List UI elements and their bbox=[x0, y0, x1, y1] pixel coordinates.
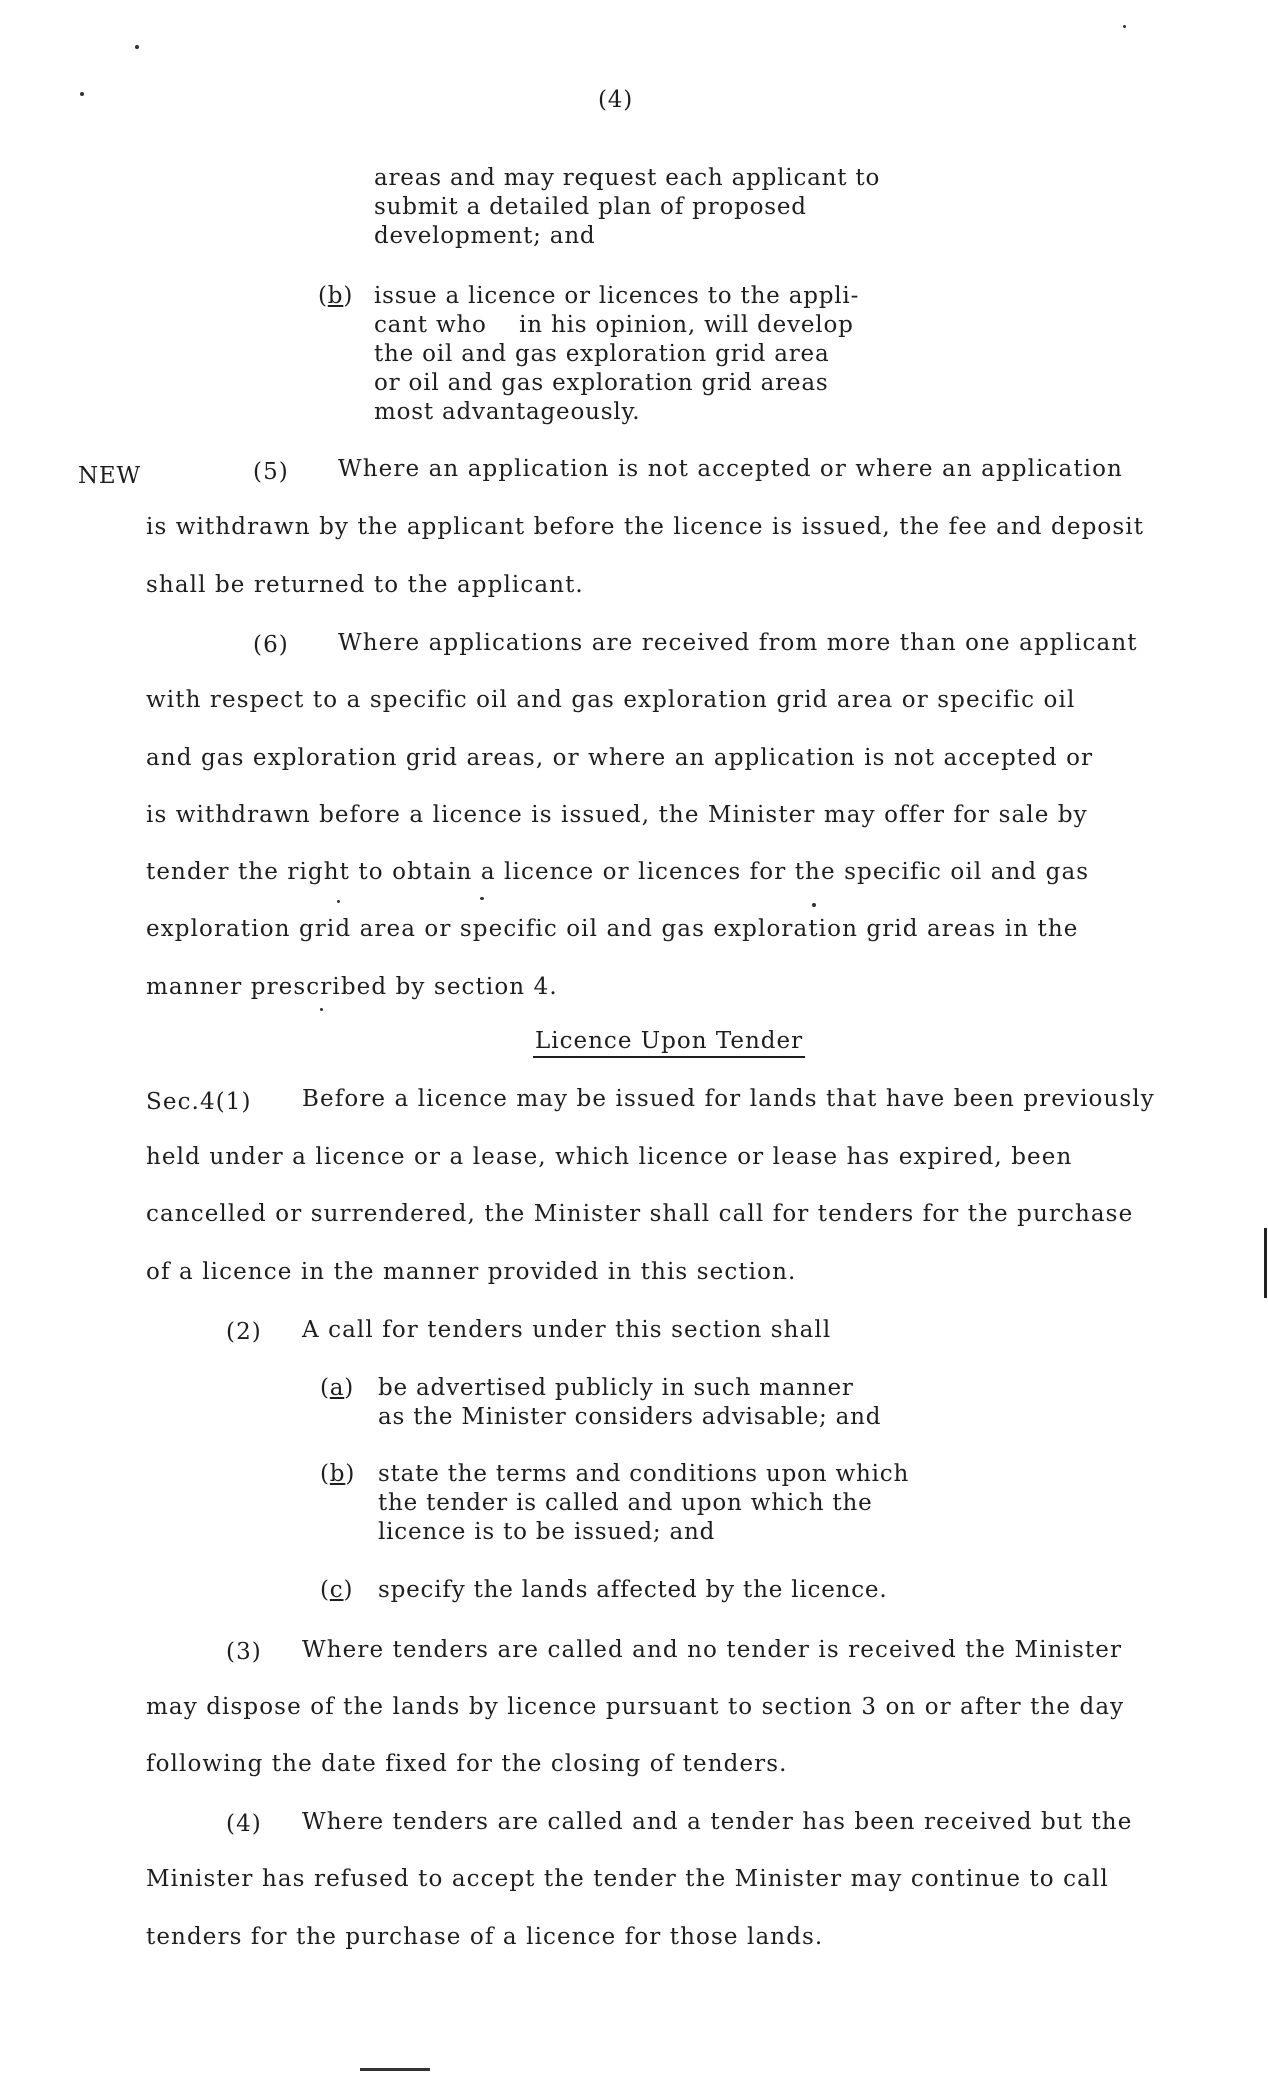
body-line: Where applications are received from more than one applicant bbox=[338, 630, 1138, 656]
clause-b-label: (b) bbox=[318, 283, 354, 309]
body-line: Minister has refused to accept the tender the Minister may continue to call bbox=[146, 1866, 1109, 1892]
text-line: be advertised publicly in such manner bbox=[378, 1375, 854, 1401]
body-line: cancelled or surrendered, the Minister shall call for tenders for the purchase bbox=[146, 1201, 1134, 1227]
continuation-block bbox=[374, 164, 880, 251]
body-line: Where an application is not accepted or where an application bbox=[338, 456, 1123, 482]
body-line: with respect to a specific oil and gas exploration grid area or specific oil bbox=[146, 687, 1076, 713]
body-line: is withdrawn before a licence is issued, the Minister may offer for sale by bbox=[146, 802, 1088, 828]
bottom-rule-fragment bbox=[360, 2068, 430, 2071]
text-line: specify the lands affected by the licence. bbox=[378, 1577, 888, 1603]
text-line: state the terms and conditions upon which bbox=[378, 1461, 910, 1487]
text-line: most advantageously. bbox=[374, 399, 641, 425]
page-number: (4) bbox=[598, 87, 633, 113]
body-line: Where tenders are called and no tender is received the Minister bbox=[302, 1637, 1123, 1663]
clause-b2-text bbox=[378, 1460, 909, 1547]
scan-speck bbox=[337, 900, 340, 903]
text-line: development; and bbox=[374, 223, 596, 249]
text-line: areas and may request each applicant to bbox=[374, 165, 881, 191]
scan-speck bbox=[135, 45, 139, 49]
body-line: Where tenders are called and a tender has been received but the bbox=[302, 1809, 1133, 1835]
text-line: the tender is called and upon which the bbox=[378, 1490, 873, 1516]
text-line: cant who in his opinion, will develop bbox=[374, 312, 854, 338]
scan-speck bbox=[80, 92, 84, 96]
body-line: A call for tenders under this section shall bbox=[302, 1317, 832, 1343]
clause-c-label: (c) bbox=[320, 1577, 354, 1603]
scan-speck bbox=[320, 1008, 323, 1011]
section-number: Sec.4(1) bbox=[146, 1089, 252, 1115]
clause-a-label: (a) bbox=[320, 1375, 355, 1401]
subsection-number: (2) bbox=[226, 1319, 262, 1345]
text-line: licence is to be issued; and bbox=[378, 1519, 716, 1545]
body-line: manner prescribed by section 4. bbox=[146, 974, 558, 1000]
clause-a-text bbox=[378, 1374, 881, 1432]
right-edge-mark bbox=[1264, 1228, 1267, 1298]
text-line: issue a licence or licences to the appli- bbox=[374, 283, 860, 309]
subsection-number: (3) bbox=[226, 1639, 262, 1665]
text-line: as the Minister considers advisable; and bbox=[378, 1404, 882, 1430]
scan-speck bbox=[1123, 25, 1126, 28]
section-heading: Licence Upon Tender bbox=[533, 1028, 805, 1058]
text-line: the oil and gas exploration grid area bbox=[374, 341, 830, 367]
body-line: may dispose of the lands by licence pursuant to section 3 on or after the day bbox=[146, 1694, 1125, 1720]
subsection-number: (4) bbox=[226, 1811, 262, 1837]
body-line: held under a licence or a lease, which licence or lease has expired, been bbox=[146, 1144, 1073, 1170]
body-line: following the date fixed for the closing of tenders. bbox=[146, 1751, 788, 1777]
para-number: (6) bbox=[253, 632, 289, 658]
body-line: is withdrawn by the applicant before the licence is issued, the fee and deposit bbox=[146, 514, 1145, 540]
text-line: or oil and gas exploration grid areas bbox=[374, 370, 829, 396]
scan-speck bbox=[812, 903, 816, 907]
body-line: exploration grid area or specific oil and gas exploration grid areas in the bbox=[146, 916, 1079, 942]
para-number: (5) bbox=[253, 459, 289, 485]
clause-c-text bbox=[378, 1576, 887, 1605]
scan-speck bbox=[480, 897, 484, 900]
margin-note: NEW bbox=[78, 463, 141, 489]
clause-b2-label: (b) bbox=[320, 1461, 356, 1487]
body-line: Before a licence may be issued for lands that have been previously bbox=[302, 1086, 1155, 1112]
clause-b-text bbox=[374, 282, 859, 427]
body-line: tenders for the purchase of a licence for those lands. bbox=[146, 1924, 824, 1950]
body-line: of a licence in the manner provided in this section. bbox=[146, 1259, 797, 1285]
body-line: shall be returned to the applicant. bbox=[146, 572, 584, 598]
body-line: and gas exploration grid areas, or where an application is not accepted or bbox=[146, 745, 1094, 771]
body-line: tender the right to obtain a licence or licences for the specific oil and gas bbox=[146, 859, 1090, 885]
text-line: submit a detailed plan of proposed bbox=[374, 194, 807, 220]
